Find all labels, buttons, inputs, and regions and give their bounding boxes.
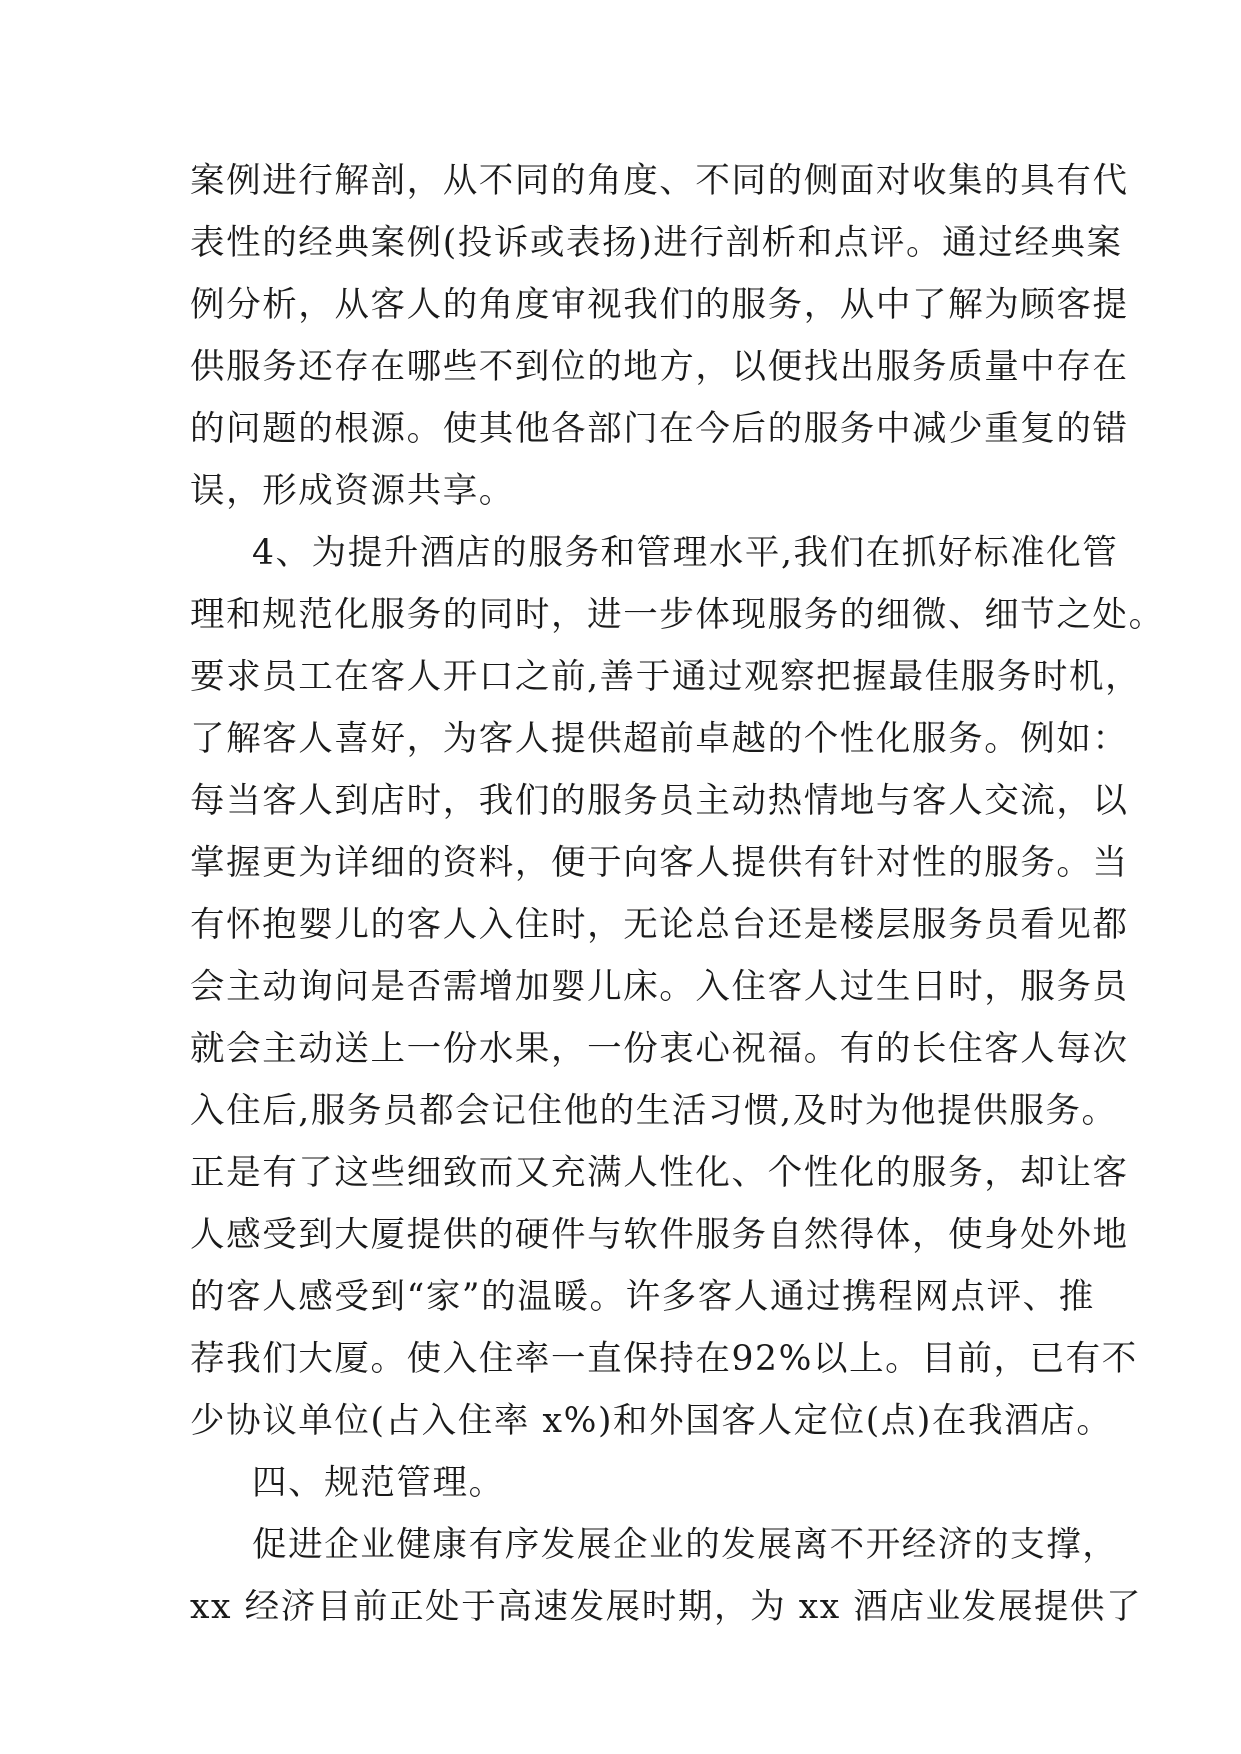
body-line: 入住后,服务员都会记住他的生活习惯,及时为他提供服务。 xyxy=(190,1091,1118,1131)
section-heading: 四、规范管理。 xyxy=(252,1463,505,1503)
body-line: 正是有了这些细致而又充满人性化、个性化的服务，却让客 xyxy=(190,1153,1129,1193)
body-line: 表性的经典案例(投诉或表扬)进行剖析和点评。通过经典案 xyxy=(190,223,1123,263)
body-line: 的客人感受到“家”的温暖。许多客人通过携程网点评、推 xyxy=(190,1277,1095,1317)
body-line: 了解客人喜好，为客人提供超前卓越的个性化服务。例如： xyxy=(190,719,1129,759)
body-line: 会主动询问是否需增加婴儿床。入住客人过生日时，服务员 xyxy=(190,967,1129,1007)
body-line: 案例进行解剖，从不同的角度、不同的侧面对收集的具有代 xyxy=(190,161,1129,201)
body-line: 要求员工在客人开口之前,善于通过观察把握最佳服务时机， xyxy=(190,657,1142,697)
body-line: 供服务还存在哪些不到位的地方，以便找出服务质量中存在 xyxy=(190,347,1129,387)
body-line: 有怀抱婴儿的客人入住时，无论总台还是楼层服务员看见都 xyxy=(190,905,1129,945)
paragraph-start-line: 4、为提升酒店的服务和管理水平,我们在抓好标准化管 xyxy=(252,533,1119,573)
body-line: 的问题的根源。使其他各部门在今后的服务中减少重复的错 xyxy=(190,409,1129,449)
body-line: xx 经济目前正处于高速发展时期，为 xx 酒店业发展提供了 xyxy=(190,1587,1143,1627)
body-line: 荐我们大厦。使入住率一直保持在92%以上。目前，已有不 xyxy=(190,1339,1138,1379)
document-body xyxy=(190,150,1165,1638)
body-line: 理和规范化服务的同时，进一步体现服务的细微、细节之处。 xyxy=(190,595,1165,635)
body-line: 例分析，从客人的角度审视我们的服务，从中了解为顾客提 xyxy=(190,285,1129,325)
body-line: 误，形成资源共享。 xyxy=(190,471,515,511)
body-line: 就会主动送上一份水果，一份衷心祝福。有的长住客人每次 xyxy=(190,1029,1129,1069)
body-line: 掌握更为详细的资料，便于向客人提供有针对性的服务。当 xyxy=(190,843,1129,883)
body-line: 每当客人到店时，我们的服务员主动热情地与客人交流，以 xyxy=(190,781,1129,821)
body-line: 少协议单位(占入住率 x%)和外国客人定位(点)在我酒店。 xyxy=(190,1401,1113,1441)
body-line: 人感受到大厦提供的硬件与软件服务自然得体，使身处外地 xyxy=(190,1215,1129,1255)
paragraph-start-line: 促进企业健康有序发展企业的发展离不开经济的支撑， xyxy=(252,1525,1119,1565)
